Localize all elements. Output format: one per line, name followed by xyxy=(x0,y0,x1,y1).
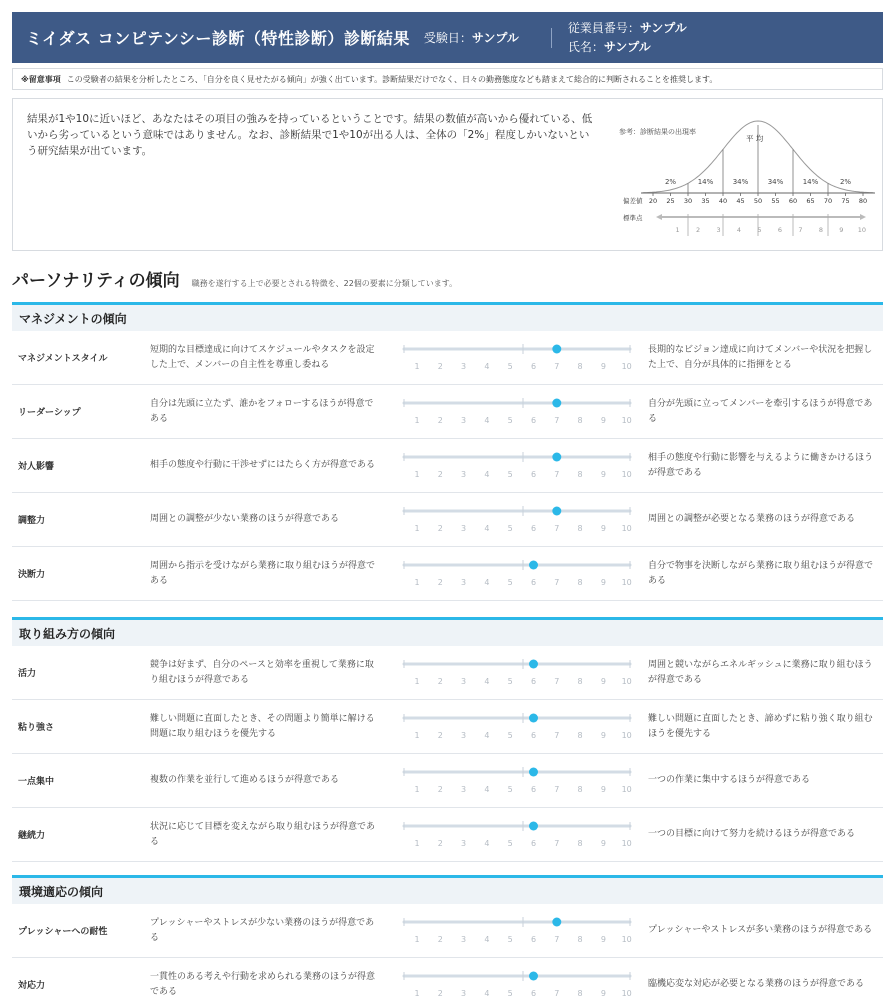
mean-label: 平 均 xyxy=(746,134,764,143)
score-scale xyxy=(390,447,635,483)
scale-number: 9 xyxy=(600,677,606,686)
trait-right-description: 相手の態度や行動に影響を与えるように働きかけるほうが得意である xyxy=(648,452,874,478)
personality-subtitle: 職務を遂行する上で必要とされる特徴を、22個の要素に分類しています。 xyxy=(191,279,458,288)
trait-name: 活力 xyxy=(18,669,37,679)
scale-number: 7 xyxy=(554,785,560,794)
score-scale xyxy=(390,912,635,948)
trait-right-description: 自分で物事を決断しながら業務に取り組むほうが得意である xyxy=(648,560,874,586)
percent-label: 2% xyxy=(664,178,677,186)
scale-number: 6 xyxy=(530,731,537,740)
trait-name: 対応力 xyxy=(18,981,46,991)
header-divider xyxy=(551,28,552,48)
standard-score-tick-label: 5 xyxy=(757,226,762,234)
score-scale xyxy=(390,501,635,537)
employee-name-value: サンプル xyxy=(603,39,651,54)
arrow-left-icon xyxy=(656,214,662,220)
personality-title: パーソナリティの傾向 xyxy=(12,271,180,291)
deviation-tick-label: 50 xyxy=(753,197,763,205)
scale-number: 4 xyxy=(484,416,490,425)
score-marker xyxy=(529,972,538,981)
scale-number: 9 xyxy=(600,362,606,371)
trait-row xyxy=(12,754,883,808)
trait-name: 対人影響 xyxy=(18,462,55,472)
scale-number: 4 xyxy=(484,785,490,794)
scale-number: 2 xyxy=(437,416,443,425)
trait-name: マネジメントスタイル xyxy=(18,354,108,364)
trait-left-description: 相手の態度や行動に干渉せずにはたらく方が得意である xyxy=(150,460,376,470)
trait-name: 継続力 xyxy=(18,831,46,841)
score-scale xyxy=(390,393,635,429)
deviation-label: 偏差値 xyxy=(623,197,643,205)
standard-score-tick-label: 4 xyxy=(736,226,742,234)
trait-name: リーダーシップ xyxy=(18,408,81,418)
trait-row xyxy=(12,439,883,493)
trait-row xyxy=(12,700,883,754)
scale-number: 8 xyxy=(577,989,583,998)
scale-number: 4 xyxy=(484,731,490,740)
score-scale xyxy=(390,966,635,1000)
scale-number: 4 xyxy=(484,677,490,686)
scale-number: 4 xyxy=(484,935,490,944)
scale-number: 8 xyxy=(577,731,583,740)
score-marker xyxy=(529,561,538,570)
trait-right-description: 長期的なビジョン達成に向けてメンバーや状況を把握した上で、自分が具体的に指揮をとる xyxy=(648,344,873,370)
standard-score-tick-label: 10 xyxy=(857,226,866,234)
scale-number: 10 xyxy=(621,677,632,686)
standard-score-tick-label: 9 xyxy=(839,226,844,234)
personality-heading xyxy=(12,266,457,291)
trait-section xyxy=(12,875,883,1000)
scale-number: 10 xyxy=(621,470,632,479)
scale-number: 8 xyxy=(577,362,583,371)
standard-score-tick-label: 3 xyxy=(716,226,721,234)
scale-number: 10 xyxy=(621,935,632,944)
scale-number: 3 xyxy=(461,935,467,944)
standard-score-tick-label: 7 xyxy=(798,226,803,234)
scale-number: 6 xyxy=(530,935,537,944)
employee-number-label: 従業員番号： xyxy=(567,20,640,35)
scale-number: 7 xyxy=(554,677,560,686)
scale-number: 4 xyxy=(484,362,490,371)
scale-number: 4 xyxy=(484,839,490,848)
score-marker xyxy=(529,768,538,777)
deviation-tick-label: 25 xyxy=(666,197,675,205)
scale-number: 1 xyxy=(414,989,420,998)
scale-number: 4 xyxy=(484,470,490,479)
scale-number: 1 xyxy=(414,731,420,740)
deviation-tick-label: 45 xyxy=(736,197,745,205)
trait-name: 決断力 xyxy=(18,570,46,580)
scale-number: 10 xyxy=(621,731,632,740)
scale-number: 9 xyxy=(600,989,606,998)
scale-number: 9 xyxy=(600,416,606,425)
scale-number: 6 xyxy=(530,470,537,479)
scale-number: 7 xyxy=(554,989,560,998)
report-title: ミイダス コンピテンシー診断（特性診断）診断結果 xyxy=(26,29,410,48)
trait-row xyxy=(12,808,883,862)
trait-row xyxy=(12,493,883,547)
trait-left-description: 状況に応じて目標を変えながら取り組むほうが得意である xyxy=(150,821,376,847)
employee-name-label: 氏名： xyxy=(567,39,604,54)
scale-number: 4 xyxy=(484,989,490,998)
deviation-tick-label: 20 xyxy=(648,197,658,205)
deviation-tick-label: 65 xyxy=(806,197,815,205)
caution-label: ※留意事項 xyxy=(21,74,61,84)
score-marker xyxy=(529,714,538,723)
chart-title: 参考：診断結果の出現率 xyxy=(619,128,696,136)
trait-name: 調整力 xyxy=(18,516,46,526)
score-marker xyxy=(552,399,561,408)
scale-number: 4 xyxy=(484,524,490,533)
trait-left-description: 一貫性のある考えや行動を求められる業務のほうが得意である xyxy=(150,971,376,997)
info-text: 結果が1や10に近いほど、あなたはその項目の強みを持っているということです。結果の数値が高いから優れている、低いから劣っているという意味ではありません。なお、診断結果で1や10が出る人は、全体の「2%」程度しかいないという研究結果が出ています。 xyxy=(27,113,593,157)
percent-label: 34% xyxy=(732,178,749,186)
distribution-chart xyxy=(605,115,875,245)
scale-number: 1 xyxy=(414,839,420,848)
standard-score-tick-label: 8 xyxy=(818,226,823,234)
scale-number: 9 xyxy=(600,470,606,479)
trait-row xyxy=(12,958,883,1000)
scale-number: 10 xyxy=(621,578,632,587)
trait-left-description: 周囲との調整が少ない業務のほうが得意である xyxy=(150,514,340,524)
scale-number: 8 xyxy=(577,935,583,944)
caution-text: この受験者の結果を分析したところ、「自分を良く見せたがる傾向」が強く出ています。診断結果だけでなく、日々の勤務態度なども踏まえて総合的に判断されることを推奨します。 xyxy=(66,74,718,84)
trait-right-description: 自分が先頭に立ってメンバーを牽引するほうが得意である xyxy=(648,398,873,424)
report-header xyxy=(12,12,883,63)
scale-number: 1 xyxy=(414,470,420,479)
trait-right-description: プレッシャーやストレスが多い業務のほうが得意である xyxy=(648,925,873,935)
scale-number: 5 xyxy=(507,935,513,944)
trait-row xyxy=(12,331,883,385)
scale-number: 5 xyxy=(507,677,513,686)
scale-number: 5 xyxy=(507,524,513,533)
scale-number: 6 xyxy=(530,416,537,425)
trait-left-description: 自分は先頭に立たず、誰かをフォローするほうが得意である xyxy=(150,398,374,424)
scale-number: 2 xyxy=(437,470,443,479)
arrow-right-icon xyxy=(860,214,866,220)
scale-number: 1 xyxy=(414,524,420,533)
deviation-tick-label: 35 xyxy=(701,197,710,205)
score-scale xyxy=(390,555,635,591)
scale-number: 6 xyxy=(530,524,537,533)
scale-number: 4 xyxy=(484,578,490,587)
trait-left-description: 難しい問題に直面したとき、その問題より簡単に解ける問題に取り組むほうを優先する xyxy=(150,713,375,739)
scale-number: 8 xyxy=(577,470,583,479)
scale-number: 1 xyxy=(414,416,420,425)
scale-number: 5 xyxy=(507,416,513,425)
deviation-tick-label: 55 xyxy=(771,197,780,205)
scale-number: 2 xyxy=(437,578,443,587)
scale-number: 8 xyxy=(577,785,583,794)
scale-number: 2 xyxy=(437,935,443,944)
score-scale xyxy=(390,762,635,798)
scale-number: 10 xyxy=(621,989,632,998)
scale-number: 6 xyxy=(530,362,537,371)
trait-left-description: プレッシャーやストレスが少ない業務のほうが得意である xyxy=(150,917,375,943)
score-marker xyxy=(529,660,538,669)
trait-name: 一点集中 xyxy=(18,777,55,787)
section-title: マネジメントの傾向 xyxy=(12,302,883,331)
scale-number: 10 xyxy=(621,524,632,533)
exam-date-value: サンプル xyxy=(471,31,519,45)
scale-number: 8 xyxy=(577,677,583,686)
scale-number: 6 xyxy=(530,785,537,794)
scale-number: 5 xyxy=(507,731,513,740)
score-marker xyxy=(529,822,538,831)
percent-label: 14% xyxy=(697,178,714,186)
standard-score-tick-label: 2 xyxy=(695,226,701,234)
deviation-tick-label: 70 xyxy=(823,197,833,205)
scale-number: 2 xyxy=(437,524,443,533)
info-box xyxy=(12,98,883,251)
scale-number: 9 xyxy=(600,839,606,848)
scale-number: 9 xyxy=(600,731,606,740)
scale-number: 7 xyxy=(554,578,560,587)
section-title: 取り組み方の傾向 xyxy=(12,617,883,646)
score-marker xyxy=(552,453,561,462)
scale-number: 1 xyxy=(414,578,420,587)
scale-number: 7 xyxy=(554,731,560,740)
trait-row xyxy=(12,547,883,601)
scale-number: 7 xyxy=(554,362,560,371)
trait-section xyxy=(12,617,883,862)
scale-number: 10 xyxy=(621,362,632,371)
trait-name: 粘り強さ xyxy=(18,723,55,733)
scale-number: 3 xyxy=(461,578,467,587)
standard-score-tick-label: 6 xyxy=(777,226,783,234)
scale-number: 5 xyxy=(507,470,513,479)
percent-label: 2% xyxy=(839,178,852,186)
scale-number: 5 xyxy=(507,785,513,794)
scale-number: 7 xyxy=(554,524,560,533)
scale-number: 10 xyxy=(621,785,632,794)
scale-number: 9 xyxy=(600,524,606,533)
trait-left-description: 周囲から指示を受けながら業務に取り組むほうが得意である xyxy=(150,560,376,586)
trait-row xyxy=(12,385,883,439)
scale-number: 8 xyxy=(577,524,583,533)
scale-number: 7 xyxy=(554,470,560,479)
scale-number: 8 xyxy=(577,839,583,848)
scale-number: 2 xyxy=(437,839,443,848)
scale-number: 2 xyxy=(437,731,443,740)
standard-score-label: 標準点 xyxy=(623,214,643,222)
scale-number: 2 xyxy=(437,677,443,686)
trait-right-description: 臨機応変な対応が必要となる業務のほうが得意である xyxy=(648,979,865,989)
employee-info xyxy=(568,19,687,57)
scale-number: 3 xyxy=(461,362,467,371)
scale-number: 5 xyxy=(507,839,513,848)
trait-right-description: 難しい問題に直面したとき、諦めずに粘り強く取り組むほうを優先する xyxy=(648,713,873,739)
scale-number: 7 xyxy=(554,935,560,944)
trait-row xyxy=(12,646,883,700)
scale-number: 3 xyxy=(461,839,467,848)
trait-name: プレッシャーへの耐性 xyxy=(18,927,108,937)
percent-label: 14% xyxy=(802,178,819,186)
deviation-tick-label: 80 xyxy=(858,197,868,205)
trait-right-description: 周囲と競いながらエネルギッシュに業務に取り組むほうが得意である xyxy=(648,659,873,685)
trait-right-description: 一つの目標に向けて努力を続けるほうが得意である xyxy=(648,829,856,839)
trait-right-description: 周囲との調整が必要となる業務のほうが得意である xyxy=(648,514,856,524)
scale-number: 8 xyxy=(577,416,583,425)
scale-number: 2 xyxy=(437,785,443,794)
score-marker xyxy=(552,345,561,354)
scale-number: 10 xyxy=(621,416,632,425)
exam-date xyxy=(424,29,519,46)
score-scale xyxy=(390,708,635,744)
trait-section xyxy=(12,302,883,601)
scale-number: 3 xyxy=(461,470,467,479)
scale-number: 7 xyxy=(554,416,560,425)
scale-number: 3 xyxy=(461,989,467,998)
deviation-tick-label: 40 xyxy=(718,197,728,205)
scale-number: 9 xyxy=(600,578,606,587)
exam-date-label: 受験日： xyxy=(423,31,472,45)
scale-number: 9 xyxy=(600,935,606,944)
section-title: 環境適応の傾向 xyxy=(12,875,883,904)
standard-score-tick-label: 1 xyxy=(675,226,680,234)
score-scale xyxy=(390,339,635,375)
scale-number: 3 xyxy=(461,731,467,740)
scale-number: 3 xyxy=(461,416,467,425)
scale-number: 6 xyxy=(530,989,537,998)
deviation-tick-label: 60 xyxy=(788,197,798,205)
percent-label: 34% xyxy=(767,178,784,186)
scale-number: 3 xyxy=(461,524,467,533)
scale-number: 7 xyxy=(554,839,560,848)
scale-number: 8 xyxy=(577,578,583,587)
trait-left-description: 競争は好まず、自分のペースと効率を重視して業務に取り組むほうが得意である xyxy=(150,659,374,685)
caution-notice xyxy=(12,68,883,90)
deviation-tick-label: 30 xyxy=(683,197,693,205)
score-marker xyxy=(552,918,561,927)
score-scale xyxy=(390,816,635,852)
score-scale xyxy=(390,654,635,690)
scale-number: 5 xyxy=(507,362,513,371)
scale-number: 9 xyxy=(600,785,606,794)
scale-number: 6 xyxy=(530,578,537,587)
deviation-tick-label: 75 xyxy=(841,197,850,205)
scale-number: 5 xyxy=(507,989,513,998)
scale-number: 1 xyxy=(414,362,420,371)
score-marker xyxy=(552,507,561,516)
trait-right-description: 一つの作業に集中するほうが得意である xyxy=(648,775,811,785)
scale-number: 6 xyxy=(530,677,537,686)
scale-number: 6 xyxy=(530,839,537,848)
employee-number-value: サンプル xyxy=(639,20,687,35)
trait-left-description: 複数の作業を並行して進めるほうが得意である xyxy=(150,775,340,785)
trait-left-description: 短期的な目標達成に向けてスケジュールやタスクを設定した上で、メンバーの自主性を尊重し委ねる xyxy=(150,344,375,370)
scale-number: 1 xyxy=(414,785,420,794)
trait-row xyxy=(12,904,883,958)
scale-number: 2 xyxy=(437,362,443,371)
scale-number: 3 xyxy=(461,785,467,794)
scale-number: 1 xyxy=(414,935,420,944)
scale-number: 3 xyxy=(461,677,467,686)
scale-number: 2 xyxy=(437,989,443,998)
scale-number: 5 xyxy=(507,578,513,587)
scale-number: 1 xyxy=(414,677,420,686)
scale-number: 10 xyxy=(621,839,632,848)
